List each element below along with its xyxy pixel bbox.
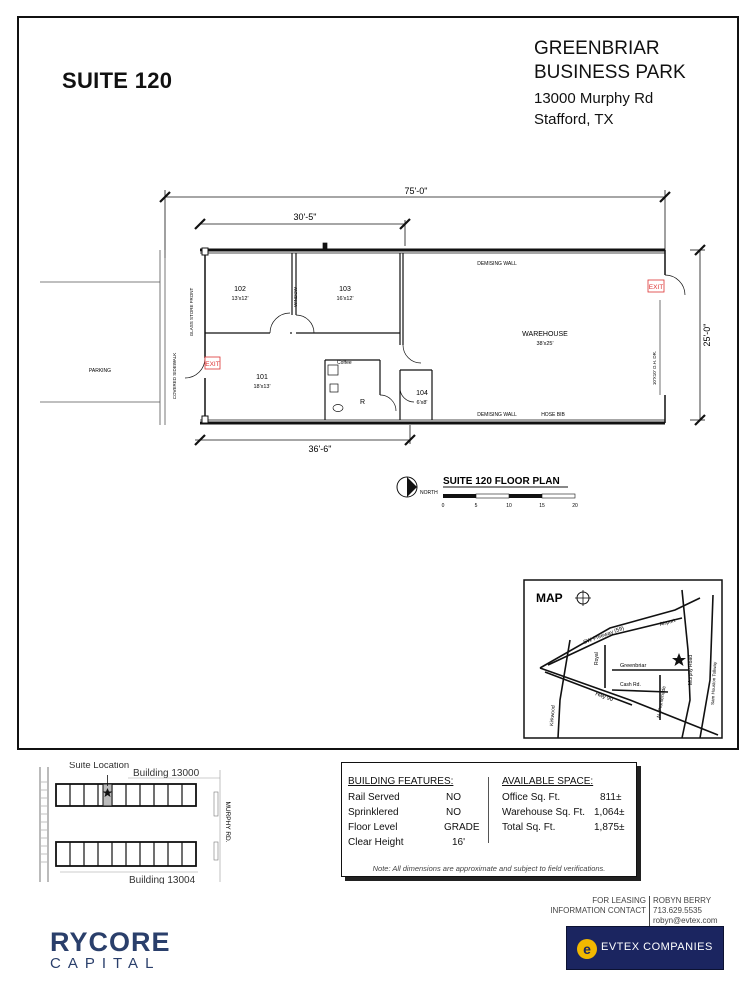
contact-right [653, 896, 750, 926]
evtex-logo-text: EVTEX COMPANIES [601, 941, 713, 953]
feature-row [348, 790, 478, 805]
suite-title: SUITE 120 [62, 68, 173, 93]
suite-location-label: Suite Location [69, 762, 130, 771]
contact-label-line1: FOR LEASING [592, 896, 646, 905]
evtex-logo [566, 926, 724, 970]
available-space-header: AVAILABLE SPACE: [502, 776, 594, 787]
space-row [502, 820, 634, 835]
map-road-tollway: Sam Houston Tollway [710, 661, 718, 706]
demising-wall-top-label: DEMISING WALL [477, 261, 517, 267]
room-101-name: 101 [256, 374, 268, 381]
park-name-line1: GREENBRIAR [534, 38, 660, 59]
features-note: Note: All dimensions are approximate and subject to field verifications. [372, 864, 606, 873]
room-102-name: 102 [234, 286, 246, 293]
hose-bib-label: HOSE BIB [541, 412, 565, 418]
feature-value: GRADE [444, 822, 480, 833]
scale-tick-10: 10 [506, 503, 512, 509]
contact-label-line2: INFORMATION CONTACT [550, 906, 646, 915]
scale-tick-20: 20 [572, 503, 578, 509]
map-road-airport: Airport [658, 617, 677, 628]
room-104-name: 104 [416, 390, 428, 397]
map-road-hwy90: Hwy 90 [594, 691, 614, 704]
scale-tick-5: 5 [474, 503, 478, 509]
space-value: 1,064± [594, 807, 625, 818]
space-value: 1,875± [594, 822, 625, 833]
parking-label: PARKING [88, 368, 112, 374]
exit-right-label: EXIT [648, 284, 664, 291]
space-label: Office Sq. Ft. [502, 792, 561, 803]
feature-label: Rail Served [348, 792, 400, 803]
contact-left [548, 896, 646, 916]
map-road-cash: Cash Rd. [620, 682, 641, 688]
feature-row [348, 820, 478, 835]
map-road-greenbriar: Greenbriar [620, 663, 647, 669]
demising-wall-bottom-label: DEMISING WALL [477, 412, 517, 418]
building-bottom-label: Building 13004 [129, 875, 196, 884]
space-row [502, 790, 634, 805]
feature-label: Clear Height [348, 837, 404, 848]
feature-value: NO [446, 792, 461, 803]
building-features-header: BUILDING FEATURES: [348, 776, 454, 787]
oh-door-label: 10'X10' O.H. DR. [652, 350, 657, 386]
room-102-size: 13'x12' [231, 296, 249, 302]
evtex-logo-mark-icon: e [577, 939, 597, 959]
warehouse-size: 38'x25' [536, 341, 554, 347]
space-row [502, 805, 634, 820]
building-top-label: Building 13000 [133, 768, 200, 779]
dim-overall-width: 75'-0" [404, 186, 428, 196]
warehouse-name: WAREHOUSE [522, 331, 568, 338]
room-103-size: 16'x12' [336, 296, 354, 302]
feature-row [348, 805, 478, 820]
location-map [524, 580, 722, 738]
building-features [348, 776, 478, 850]
scale-bar [443, 494, 575, 498]
exit-left-label: EXIT [205, 361, 220, 368]
covered-sidewalk-label: COVERED SIDEWALK [172, 352, 177, 400]
contact-name: ROBYN BERRY [653, 896, 712, 905]
glass-store-front-label: GLASS STORE FRONT [189, 287, 194, 337]
feature-value: NO [446, 807, 461, 818]
feature-label: Floor Level [348, 822, 398, 833]
contact-phone: 713.629.5535 [653, 906, 702, 915]
space-value: 811± [600, 792, 622, 803]
feature-label: Sprinklered [348, 807, 399, 818]
contact-divider [649, 896, 650, 926]
room-103-name: 103 [339, 286, 351, 293]
map-road-promenade: N. Promenade [656, 685, 668, 719]
plan-title: SUITE 120 FLOOR PLAN [443, 476, 560, 487]
murphy-road-label: MURPHY RD. [224, 801, 231, 843]
site-plan [38, 762, 240, 884]
scale-tick-15: 15 [539, 503, 545, 509]
north-arrow-icon [397, 477, 417, 497]
map-road-royal: Royal [594, 652, 600, 665]
room-104-size: 6'x8' [416, 400, 428, 406]
rycore-logo [50, 928, 171, 972]
scale-tick-0: 0 [441, 503, 445, 509]
dim-top-office: 30'-5" [293, 212, 317, 222]
features-divider [488, 777, 489, 843]
dim-bottom-office: 36'-6" [308, 444, 332, 454]
coffee-label: Coffee [337, 360, 352, 366]
dim-depth: 25'-0" [702, 323, 712, 347]
window-label: WINDOW [293, 287, 298, 307]
space-label: Warehouse Sq. Ft. [502, 807, 585, 818]
map-road-kirkwood: Kirkwood [549, 705, 557, 727]
feature-value: 16' [452, 837, 466, 848]
rycore-logo-bottom: CAPITAL [50, 955, 161, 972]
room-101-size: 18'x13' [253, 384, 271, 390]
park-name-line2: BUSINESS PARK [534, 62, 686, 83]
contact-email[interactable]: robyn@evtex.com [653, 916, 718, 925]
map-road-murphy: Murphy Road [688, 654, 694, 685]
rycore-logo-top: RYCORE [50, 927, 171, 957]
address-line2: Stafford, TX [534, 111, 614, 128]
north-label: NORTH [420, 490, 438, 496]
available-space [502, 776, 634, 835]
restroom-label: R [360, 399, 366, 406]
address-line1: 13000 Murphy Rd [534, 90, 654, 107]
space-label: Total Sq. Ft. [502, 822, 556, 833]
features-box [341, 762, 637, 877]
map-road-sw-freeway: SW Freeway (59) [582, 625, 625, 646]
feature-row [348, 835, 478, 850]
map-title: MAP [536, 591, 563, 605]
